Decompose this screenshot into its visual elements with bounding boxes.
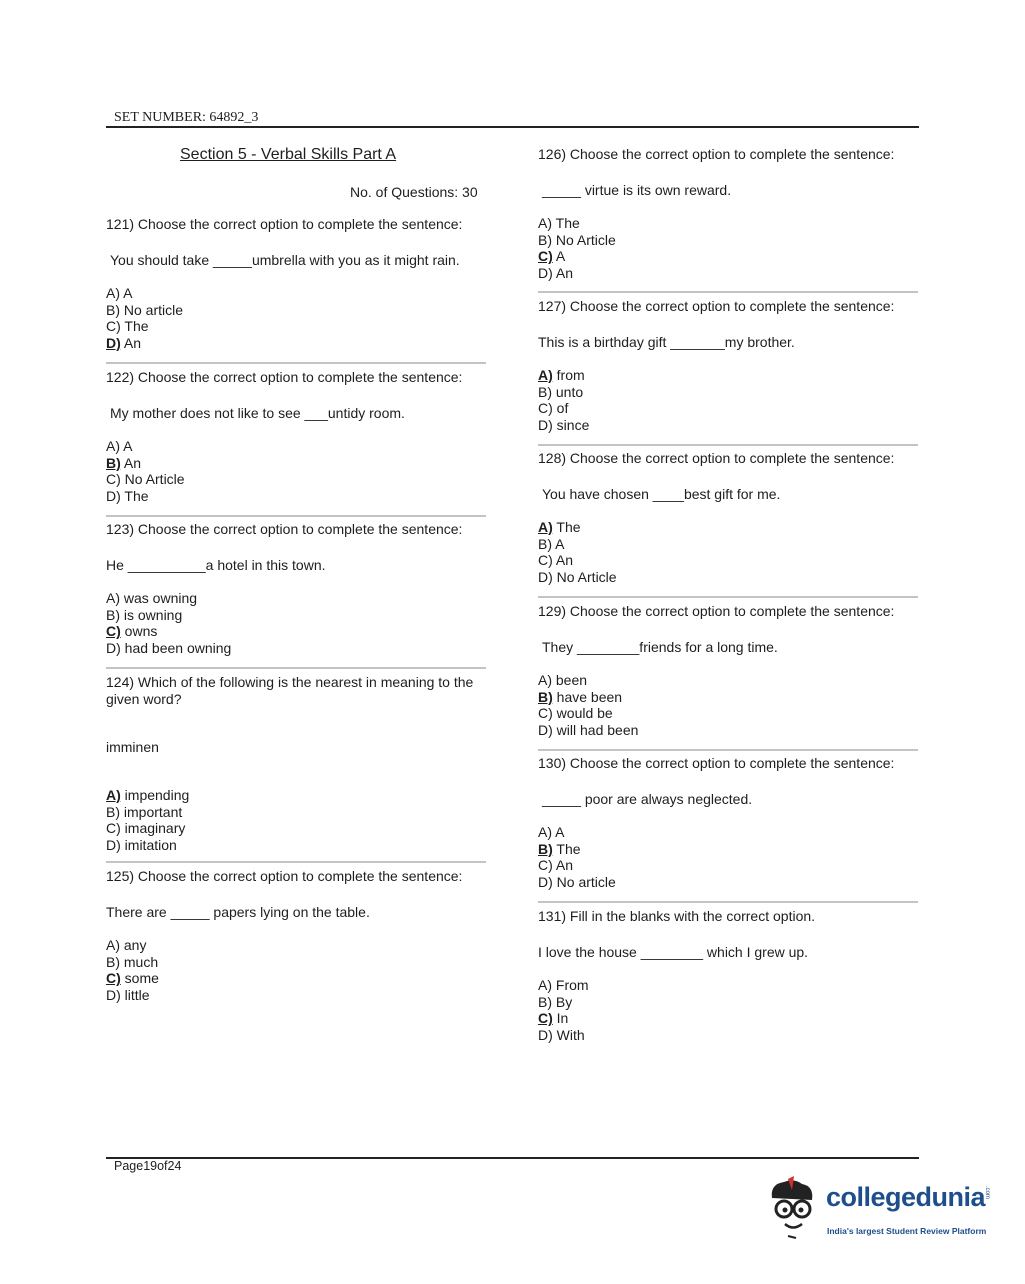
option-label: A) bbox=[538, 824, 552, 840]
option-text: The bbox=[555, 215, 580, 231]
answer-option bbox=[538, 367, 923, 384]
question-prompt: 127) Choose the correct option to complete the sentence: bbox=[538, 298, 895, 314]
question-sentence: There are _____ papers lying on the table. bbox=[106, 904, 370, 920]
answer-option bbox=[106, 285, 491, 302]
question-block bbox=[538, 298, 923, 433]
correct-answer-label: B) bbox=[538, 840, 553, 857]
option-text: was owning bbox=[123, 590, 198, 606]
option-text: impending bbox=[124, 787, 190, 803]
question-block bbox=[538, 755, 923, 890]
set-number: SET NUMBER: 64892_3 bbox=[114, 110, 259, 125]
question-sentence: _____ poor are always neglected. bbox=[542, 791, 753, 807]
correct-answer-label: A) bbox=[538, 367, 553, 383]
answer-option bbox=[106, 987, 491, 1004]
option-text: owns bbox=[124, 623, 158, 640]
question-prompt: 126) Choose the correct option to complete the sentence: bbox=[538, 146, 895, 162]
option-label: A) bbox=[106, 438, 120, 454]
answer-option bbox=[538, 1027, 923, 1044]
answer-option bbox=[538, 722, 923, 739]
answer-option bbox=[538, 232, 923, 249]
option-label: B) bbox=[538, 535, 552, 552]
answer-options bbox=[538, 215, 923, 281]
answer-option bbox=[538, 536, 923, 553]
option-text: been bbox=[555, 672, 588, 688]
option-text: have been bbox=[556, 688, 623, 705]
answer-option bbox=[106, 804, 491, 821]
answer-option bbox=[538, 689, 923, 706]
answer-option bbox=[106, 471, 491, 488]
option-label: B) bbox=[538, 231, 552, 248]
question-block bbox=[106, 216, 491, 351]
option-text: No article bbox=[556, 873, 616, 890]
answer-option bbox=[538, 552, 923, 569]
question-block bbox=[106, 674, 491, 853]
option-text: had been owning bbox=[124, 639, 232, 656]
answer-option bbox=[106, 820, 491, 837]
correct-answer-label: C) bbox=[538, 248, 553, 265]
option-text: An bbox=[123, 454, 142, 471]
option-text: from bbox=[556, 367, 585, 383]
answer-option bbox=[106, 837, 491, 854]
option-text: much bbox=[123, 953, 159, 970]
option-label: A) bbox=[106, 937, 120, 953]
answer-options bbox=[538, 672, 923, 738]
option-text: of bbox=[556, 400, 569, 417]
option-label: B) bbox=[106, 803, 120, 820]
answer-option bbox=[538, 977, 923, 994]
option-label: D) bbox=[106, 487, 121, 504]
answer-option bbox=[106, 937, 491, 954]
question-block bbox=[538, 146, 923, 281]
answer-option bbox=[106, 438, 491, 455]
option-label: C) bbox=[538, 857, 553, 874]
answer-option bbox=[538, 215, 923, 232]
option-text: A bbox=[555, 824, 565, 840]
option-label: A) bbox=[538, 672, 552, 688]
answer-option bbox=[538, 994, 923, 1011]
option-text: any bbox=[123, 937, 147, 953]
answer-option bbox=[106, 318, 491, 335]
answer-option bbox=[538, 400, 923, 417]
footer-rule bbox=[106, 1157, 919, 1159]
question-sentence: They ________friends for a long time. bbox=[542, 639, 778, 655]
question-prompt: 121) Choose the correct option to complete the sentence: bbox=[106, 216, 463, 232]
answer-option bbox=[538, 705, 923, 722]
answer-option bbox=[538, 417, 923, 434]
option-text: A bbox=[123, 285, 133, 301]
logo-tagline: India's largest Student Review Platform bbox=[827, 1226, 987, 1236]
option-text: A bbox=[555, 248, 566, 265]
option-label: D) bbox=[538, 416, 553, 433]
question-separator bbox=[538, 749, 918, 751]
answer-option bbox=[538, 857, 923, 874]
option-label: D) bbox=[106, 639, 121, 656]
section-title: Section 5 - Verbal Skills Part A bbox=[180, 146, 397, 163]
answer-option bbox=[106, 590, 491, 607]
question-sentence: You should take _____umbrella with you as it might rain. bbox=[110, 252, 460, 268]
answer-option bbox=[538, 384, 923, 401]
question-sentence: My mother does not like to see ___untidy room. bbox=[110, 405, 405, 421]
option-label: C) bbox=[106, 471, 121, 488]
option-text: unto bbox=[555, 383, 584, 400]
option-text: An bbox=[555, 857, 574, 874]
question-separator bbox=[538, 901, 918, 903]
question-count: No. of Questions: 30 bbox=[350, 184, 478, 200]
option-text: No Article bbox=[555, 231, 616, 248]
question-separator bbox=[106, 667, 486, 669]
question-separator bbox=[106, 861, 486, 863]
answer-options bbox=[106, 787, 491, 853]
question-block bbox=[538, 908, 923, 1043]
question-prompt: 125) Choose the correct option to complete the sentence: bbox=[106, 868, 463, 884]
option-label: C) bbox=[106, 318, 121, 335]
option-text: The bbox=[124, 487, 149, 504]
question-separator bbox=[538, 596, 918, 598]
option-text: No article bbox=[123, 301, 184, 318]
logo-wordmark: collegedunia bbox=[826, 1182, 986, 1212]
option-label: C) bbox=[538, 400, 553, 417]
question-prompt: 124) Which of the following is the nearest in meaning to the given word? bbox=[106, 674, 474, 707]
option-text: With bbox=[556, 1026, 585, 1043]
question-block bbox=[106, 521, 491, 656]
option-label: A) bbox=[538, 977, 552, 993]
answer-option bbox=[538, 569, 923, 586]
answer-option bbox=[538, 672, 923, 689]
answer-option bbox=[538, 248, 923, 265]
answer-option bbox=[106, 335, 491, 352]
option-label: B) bbox=[106, 953, 120, 970]
question-separator bbox=[538, 291, 918, 293]
option-label: B) bbox=[106, 301, 120, 318]
option-text: No Article bbox=[124, 471, 185, 488]
question-sentence: imminen bbox=[106, 739, 159, 755]
correct-answer-label: D) bbox=[106, 334, 121, 351]
question-prompt: 123) Choose the correct option to complete the sentence: bbox=[106, 521, 463, 537]
question-separator bbox=[106, 362, 486, 364]
question-sentence: You have chosen ____best gift for me. bbox=[542, 486, 781, 502]
option-text: No Article bbox=[556, 568, 617, 585]
answer-options bbox=[106, 285, 491, 351]
option-label: D) bbox=[538, 568, 553, 585]
option-label: A) bbox=[538, 215, 552, 231]
question-prompt: 130) Choose the correct option to complete the sentence: bbox=[538, 755, 895, 771]
option-text: since bbox=[556, 416, 590, 433]
option-text: important bbox=[123, 803, 183, 820]
answer-options bbox=[106, 590, 491, 656]
question-sentence: I love the house ________ which I grew up. bbox=[538, 944, 809, 960]
collegedunia-logo[interactable] bbox=[766, 1176, 996, 1246]
question-prompt: 128) Choose the correct option to complete the sentence: bbox=[538, 450, 895, 466]
answer-option bbox=[106, 970, 491, 987]
option-label: A) bbox=[106, 590, 120, 606]
correct-answer-label: C) bbox=[538, 1010, 553, 1027]
option-text: little bbox=[124, 986, 150, 1003]
option-text: The bbox=[556, 519, 581, 535]
page-number: Page19of24 bbox=[114, 1159, 182, 1173]
option-label: C) bbox=[538, 705, 553, 722]
correct-answer-label: C) bbox=[106, 970, 121, 987]
option-label: C) bbox=[106, 820, 121, 837]
option-text: A bbox=[555, 535, 565, 552]
option-text: The bbox=[556, 840, 581, 857]
logo-suffix: .com bbox=[984, 1186, 990, 1200]
option-text: imaginary bbox=[124, 820, 186, 837]
option-label: B) bbox=[106, 606, 120, 623]
question-prompt: 131) Fill in the blanks with the correct option. bbox=[538, 908, 816, 924]
question-sentence: This is a birthday gift _______my brother. bbox=[538, 334, 795, 350]
question-sentence: _____ virtue is its own reward. bbox=[542, 182, 732, 198]
answer-options bbox=[106, 438, 491, 504]
answer-option bbox=[106, 607, 491, 624]
option-text: An bbox=[555, 264, 574, 281]
option-label: D) bbox=[538, 721, 553, 738]
option-label: B) bbox=[538, 383, 552, 400]
correct-answer-label: A) bbox=[538, 519, 553, 535]
answer-option bbox=[538, 841, 923, 858]
answer-option bbox=[106, 640, 491, 657]
answer-option bbox=[106, 954, 491, 971]
answer-option bbox=[106, 302, 491, 319]
question-sentence: He __________a hotel in this town. bbox=[106, 557, 326, 573]
option-text: A bbox=[123, 438, 133, 454]
answer-option bbox=[106, 623, 491, 640]
correct-answer-label: B) bbox=[538, 688, 553, 705]
option-label: D) bbox=[538, 264, 553, 281]
answer-options bbox=[538, 367, 923, 433]
option-text: An bbox=[555, 552, 574, 569]
option-text: In bbox=[556, 1010, 569, 1027]
answer-options bbox=[106, 937, 491, 1003]
option-text: will had been bbox=[556, 721, 639, 738]
question-block bbox=[538, 450, 923, 585]
option-text: An bbox=[123, 334, 142, 351]
option-label: C) bbox=[538, 552, 553, 569]
question-prompt: 129) Choose the correct option to complete the sentence: bbox=[538, 603, 895, 619]
answer-option bbox=[538, 874, 923, 891]
option-text: would be bbox=[556, 705, 613, 722]
option-text: By bbox=[555, 993, 573, 1010]
option-label: D) bbox=[106, 836, 121, 853]
correct-answer-label: A) bbox=[106, 787, 121, 803]
answer-options bbox=[538, 977, 923, 1043]
answer-option bbox=[106, 787, 491, 804]
question-block bbox=[106, 868, 491, 1003]
option-text: some bbox=[124, 970, 159, 987]
answer-option bbox=[106, 488, 491, 505]
header-rule bbox=[106, 126, 919, 128]
question-block bbox=[106, 369, 491, 504]
option-text: From bbox=[555, 977, 589, 993]
answer-option bbox=[538, 265, 923, 282]
question-block bbox=[538, 603, 923, 738]
question-prompt: 122) Choose the correct option to complete the sentence: bbox=[106, 369, 463, 385]
correct-answer-label: B) bbox=[106, 454, 121, 471]
question-separator bbox=[106, 515, 486, 517]
answer-option bbox=[538, 519, 923, 536]
answer-option bbox=[538, 824, 923, 841]
answer-options bbox=[538, 824, 923, 890]
option-text: The bbox=[124, 318, 149, 335]
option-label: B) bbox=[538, 993, 552, 1010]
option-label: D) bbox=[106, 986, 121, 1003]
option-text: imitation bbox=[124, 836, 177, 853]
option-label: A) bbox=[106, 285, 120, 301]
answer-option bbox=[106, 455, 491, 472]
answer-option bbox=[538, 1010, 923, 1027]
option-text: is owning bbox=[123, 606, 183, 623]
option-label: D) bbox=[538, 1026, 553, 1043]
answer-options bbox=[538, 519, 923, 585]
option-label: D) bbox=[538, 873, 553, 890]
correct-answer-label: C) bbox=[106, 623, 121, 640]
mascot-icon bbox=[766, 1176, 824, 1242]
question-separator bbox=[538, 444, 918, 446]
